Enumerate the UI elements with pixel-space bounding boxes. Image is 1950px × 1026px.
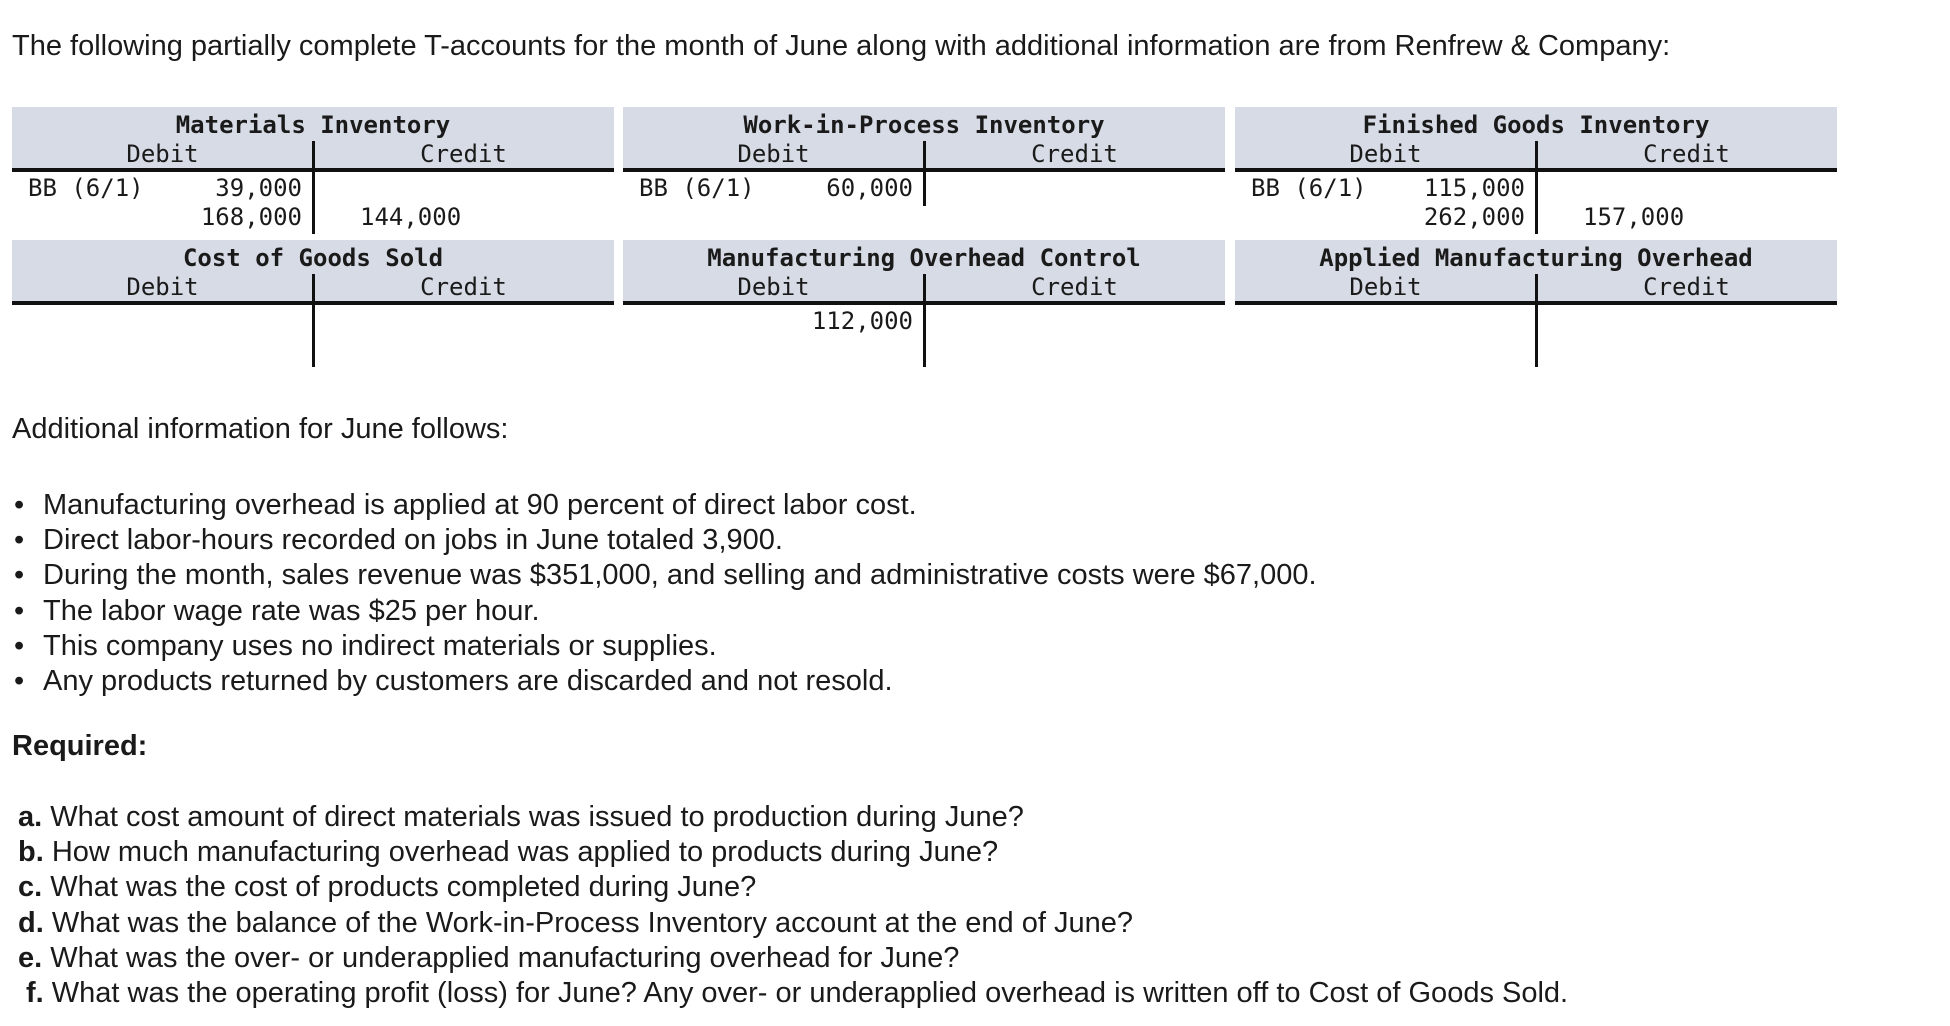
list-item [14, 523, 1317, 558]
t-account-header [12, 240, 614, 305]
question-letter: b. [18, 836, 44, 869]
credit-amount: 144,000 [360, 203, 462, 231]
t-account-title: Cost of Goods Sold [182, 244, 444, 272]
t-account-body [12, 305, 614, 367]
t-account-cost-of-goods-sold [12, 240, 614, 367]
question-text: What was the balance of the Work-in-Process Inventory account at the end of June? [43, 906, 1133, 939]
credit-label: Credit [1031, 140, 1118, 168]
bullet-glyph: • [14, 594, 25, 627]
debit-amount: 115,000 [1423, 174, 1525, 202]
debit-label: Debit [1349, 273, 1422, 301]
t-divider [1535, 274, 1538, 301]
question-letter: a. [18, 801, 43, 833]
credit-label: Credit [420, 273, 507, 301]
debit-amount: 262,000 [1423, 203, 1525, 231]
t-account-work-in-process-inventory [623, 107, 1225, 237]
bullet-glyph: • [14, 664, 25, 697]
list-item-text: Any products returned by customers are discarded and not resold. [43, 664, 893, 697]
question-item [18, 870, 1568, 905]
t-account-materials-inventory [12, 107, 614, 237]
t-account-body [12, 172, 614, 237]
questions-list [18, 800, 1568, 1011]
credit-amount: 157,000 [1583, 203, 1685, 231]
credit-label: Credit [1643, 273, 1730, 301]
t-account-header [623, 107, 1225, 172]
debit-amount: 39,000 [215, 174, 302, 202]
t-divider [312, 172, 315, 234]
credit-label: Credit [1031, 273, 1118, 301]
t-account-body [1235, 172, 1837, 237]
t-account-title: Finished Goods Inventory [1362, 111, 1710, 139]
t-divider [923, 172, 926, 206]
bullet-glyph: • [14, 559, 25, 592]
t-divider [312, 305, 315, 367]
t-account-header [12, 107, 614, 172]
t-divider [1535, 172, 1538, 234]
beginning-balance-label: BB (6/1) [639, 174, 755, 202]
list-item [14, 558, 1317, 593]
additional-info-heading: Additional information for June follows: [12, 413, 509, 445]
question-text: What was the operating profit (loss) for June? Any over- or underapplied overhead is written off to Cost of Goods Sold. [43, 976, 1569, 1009]
additional-info-list [14, 488, 1317, 699]
list-item-text: Manufacturing overhead is applied at 90 percent of direct labor cost. [43, 489, 917, 521]
t-divider [923, 141, 926, 168]
question-letter: c. [18, 871, 43, 904]
t-divider [1535, 305, 1538, 367]
debit-label: Debit [126, 273, 199, 301]
bullet-glyph: • [14, 629, 25, 662]
t-account-title: Materials Inventory [175, 111, 451, 139]
question-text: How much manufacturing overhead was applied to products during June? [43, 836, 999, 869]
t-account-manufacturing-overhead-control [623, 240, 1225, 367]
question-item [18, 800, 1568, 835]
t-divider [923, 305, 926, 367]
t-account-body [1235, 305, 1837, 367]
t-divider [923, 274, 926, 301]
list-item [14, 664, 1317, 699]
list-item-text: This company uses no indirect materials or supplies. [43, 629, 717, 662]
beginning-balance-label: BB (6/1) [1251, 174, 1367, 202]
list-item [14, 488, 1317, 523]
debit-label: Debit [1349, 140, 1422, 168]
beginning-balance-label: BB (6/1) [28, 174, 144, 202]
t-divider [312, 274, 315, 301]
t-divider [1535, 141, 1538, 168]
credit-label: Credit [1643, 140, 1730, 168]
t-account-applied-manufacturing-overhead [1235, 240, 1837, 367]
debit-amount: 112,000 [811, 307, 913, 335]
list-item [14, 594, 1317, 629]
t-account-header [1235, 240, 1837, 305]
bullet-glyph: • [14, 524, 25, 557]
t-account-body [623, 172, 1225, 237]
question-text: What was the over- or underapplied manufacturing overhead for June? [42, 941, 960, 974]
list-item-text: During the month, sales revenue was $351,000, and selling and administrative costs were $67,000. [43, 559, 1317, 592]
t-account-body [623, 305, 1225, 367]
t-account-header [623, 240, 1225, 305]
list-item [14, 629, 1317, 664]
list-item-text: Direct labor-hours recorded on jobs in June totaled 3,900. [43, 524, 783, 557]
t-account-header [1235, 107, 1837, 172]
question-item [18, 906, 1568, 941]
question-item [18, 835, 1568, 870]
intro-text: The following partially complete T-accounts for the month of June along with additional information are from Renfrew & Company: [12, 30, 1671, 62]
debit-amount: 60,000 [826, 174, 913, 202]
debit-label: Debit [737, 140, 810, 168]
t-account-title: Applied Manufacturing Overhead [1319, 244, 1753, 272]
question-letter: e. [18, 941, 43, 974]
question-letter: d. [18, 906, 44, 939]
debit-label: Debit [737, 273, 810, 301]
debit-label: Debit [126, 140, 199, 168]
debit-amount: 168,000 [200, 203, 302, 231]
question-letter: f. [26, 976, 44, 1009]
t-account-finished-goods-inventory [1235, 107, 1837, 237]
required-heading: Required: [12, 730, 148, 762]
t-divider [312, 141, 315, 168]
question-item [18, 976, 1568, 1011]
question-text: What cost amount of direct materials was issued to production during June? [42, 801, 1024, 833]
list-item-text: The labor wage rate was $25 per hour. [43, 594, 540, 627]
t-account-title: Manufacturing Overhead Control [707, 244, 1141, 272]
credit-label: Credit [420, 140, 507, 168]
question-item [18, 941, 1568, 976]
question-text: What was the cost of products completed during June? [42, 871, 757, 904]
t-account-title: Work-in-Process Inventory [743, 111, 1105, 139]
bullet-glyph: • [14, 489, 25, 521]
